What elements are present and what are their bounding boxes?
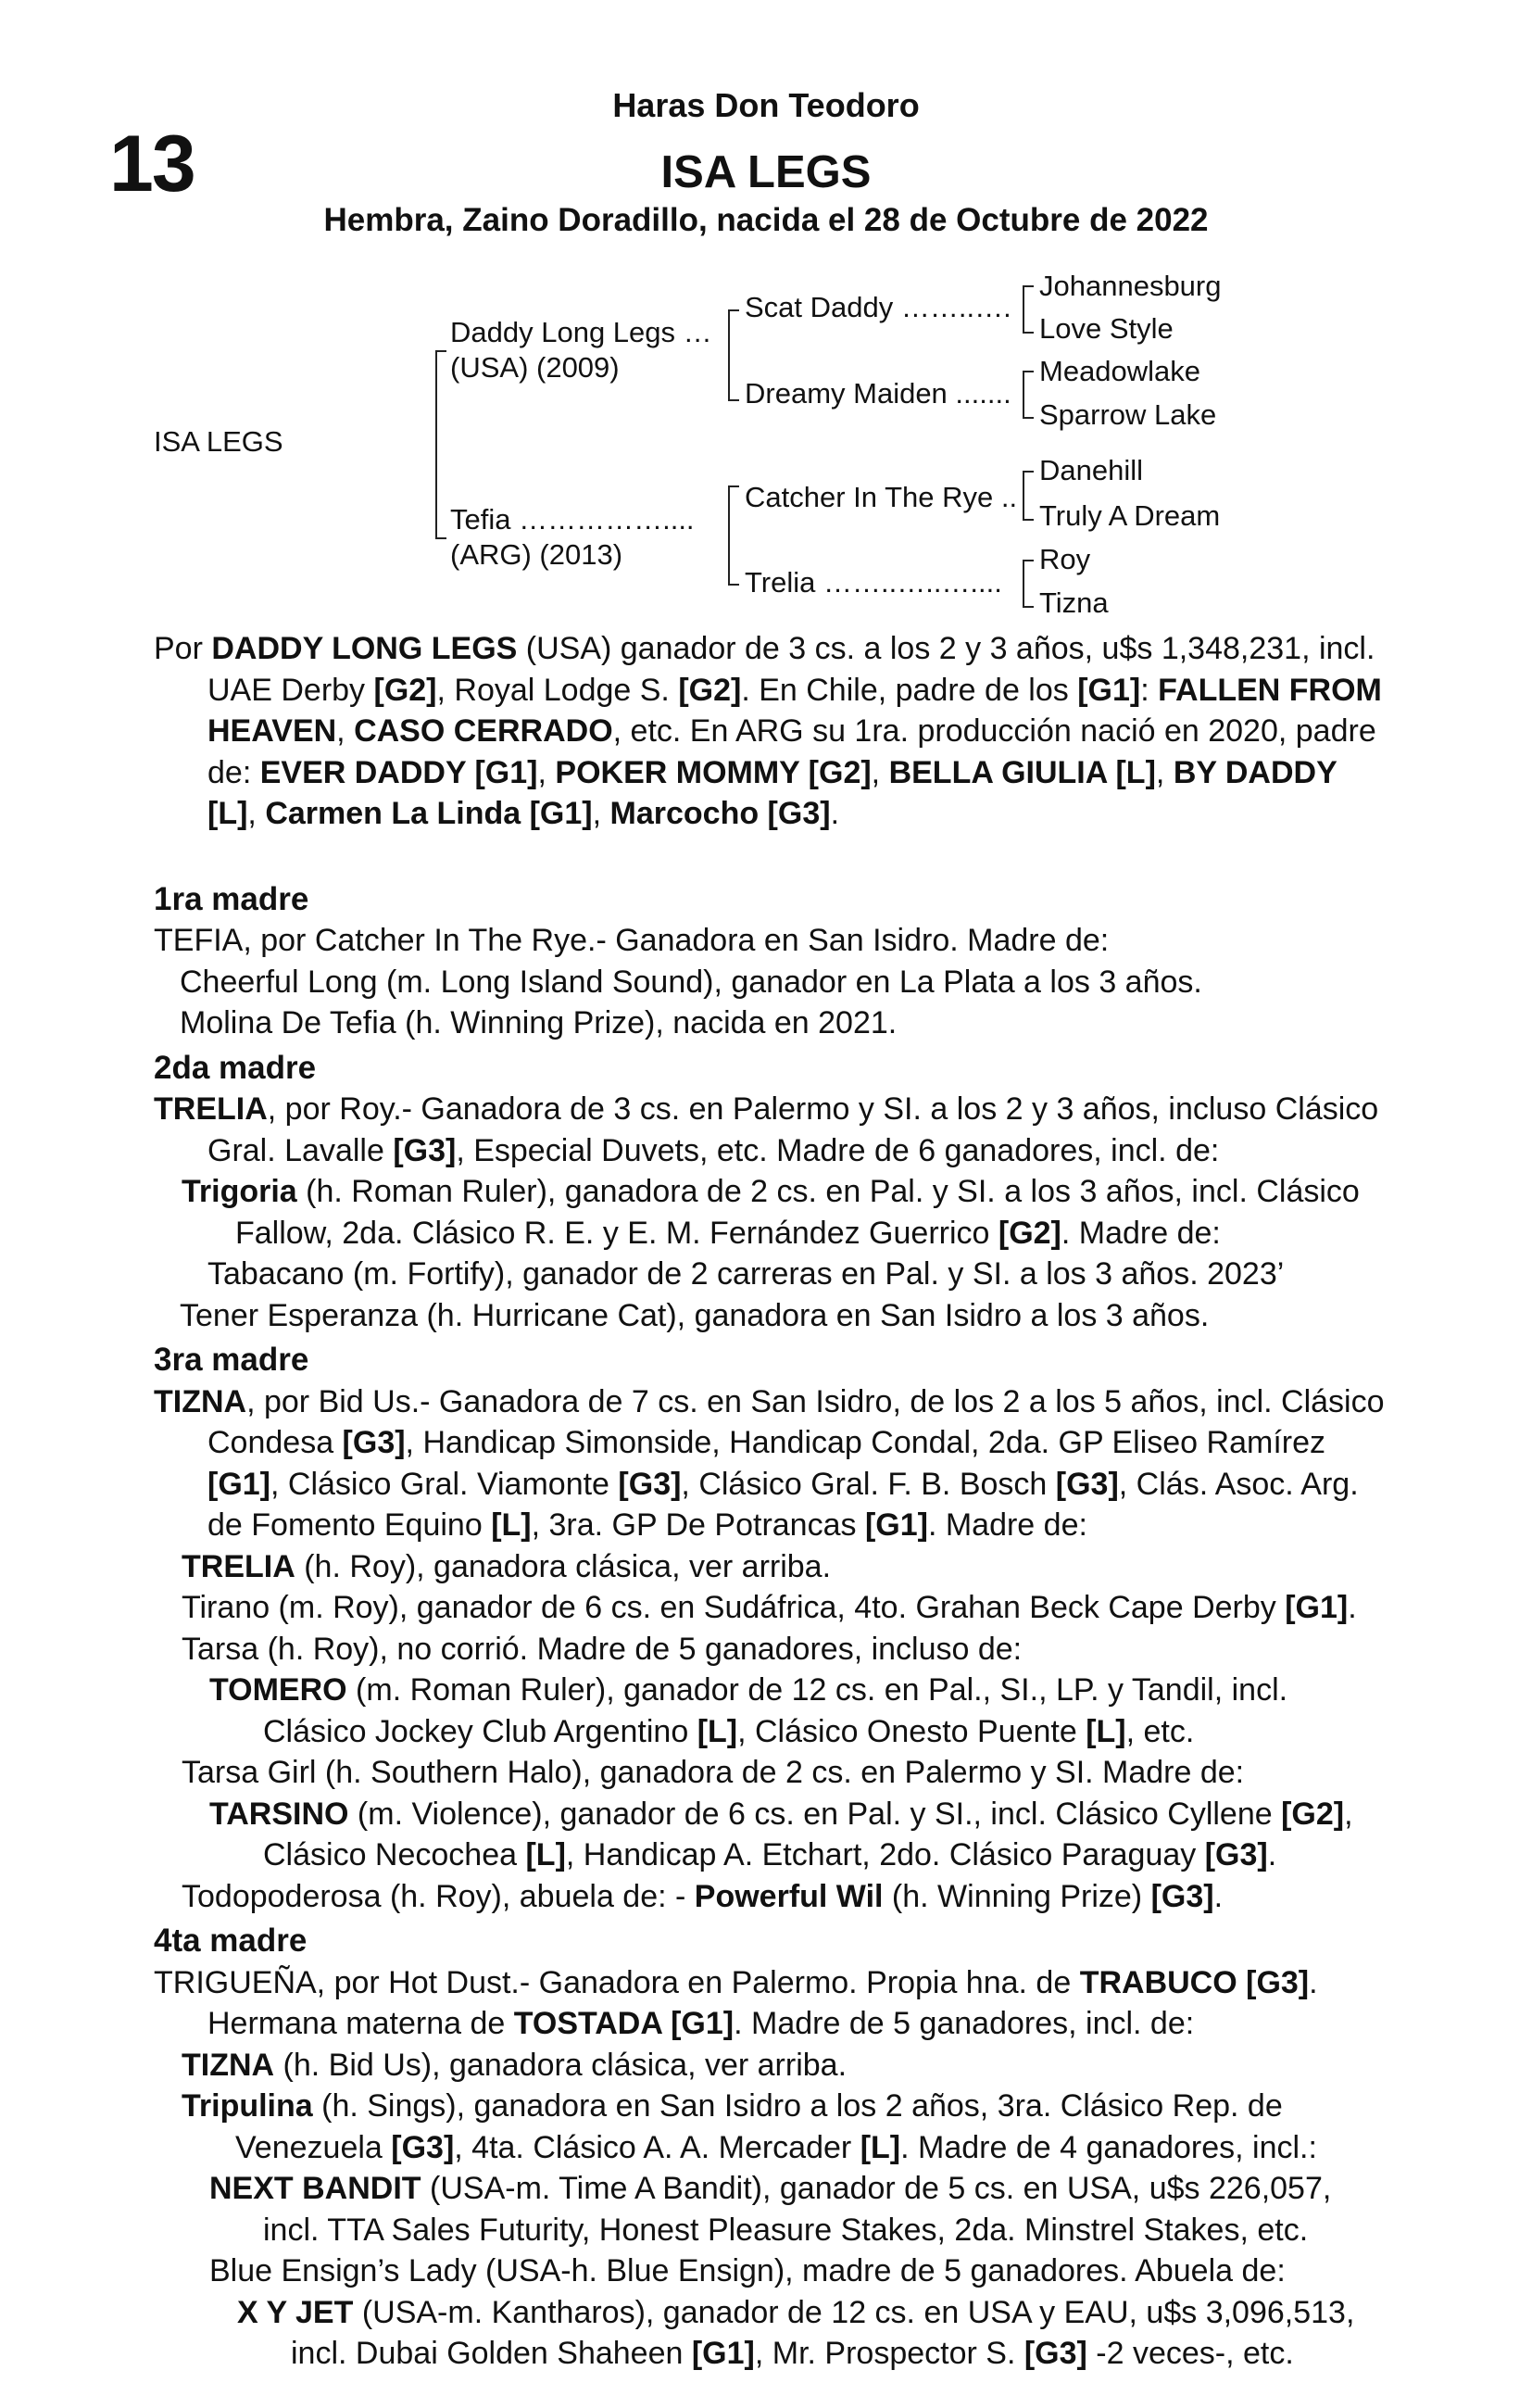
second-dam-offspring-2: Tener Esperanza (h. Hurricane Cat), ganadora en San Isidro a los 3 años. (180, 1297, 1210, 1333)
first-dam-offspring-2: Molina De Tefia (h. Winning Prize), nacida en 2021. (180, 1005, 898, 1040)
breeder-name: Haras Don Teodoro (612, 86, 920, 124)
fourth-dam-great-grand-offspring-1: X Y JET (USA-m. Kantharos), ganador de 12 cs. en USA y EAU, u$s 3,096,513, incl. Dubai Golden Shaheen [G1], Mr. Prospector S. [G3] -2 veces-, etc. (237, 2294, 1355, 2371)
pedigree-sire (450, 315, 712, 385)
third-dam-grand-offspring-2: Tarsa Girl (h. Southern Halo), ganadora de 2 cs. en Palermo y SI. Madre de: (182, 1755, 1245, 1790)
third-dam-great-grand-offspring-1: TARSINO (m. Violence), ganador de 6 cs. en Pal. y SI., incl. Clásico Cyllene [G2], Clásico Necochea [L], Handicap A. Etchart, 2do. Clásico Paraguay [G3]. (209, 1796, 1353, 1872)
third-dam-offspring-4: Todopoderosa (h. Roy), abuela de: - Powerful Wil (h. Winning Prize) [G3]. (182, 1878, 1224, 1914)
fourth-dam-heading: 4ta madre (154, 1923, 308, 1959)
pedigree-g3-5: Danehill (1039, 454, 1144, 486)
horse-name: ISA LEGS (660, 147, 872, 197)
lot-number: 13 (109, 120, 195, 208)
pedigree-g3-6: Truly A Dream (1039, 499, 1221, 532)
third-dam-offspring-3: Tarsa (h. Roy), no corrió. Madre de 5 ganadores, incluso de: (182, 1631, 1023, 1667)
pedigree-bracket-dam (728, 485, 739, 586)
pedigree-bracket-g3b (1023, 371, 1034, 419)
second-dam-grand-offspring-1: Tabacano (m. Fortify), ganador de 2 carreras en Pal. y SI. a los 3 años. 2023’ (207, 1256, 1285, 1292)
third-dam-intro: TIZNA, por Bid Us.- Ganadora de 7 cs. en San Isidro, de los 2 a los 5 años, incl. Clásico Condesa [G3], Handicap Simonside, Handicap Condal, 2da. GP Eliseo Ramírez [G1], Clásico Gral. Viamonte [G3], Clásico Gral. F. B. Bosch [G3], Clás. Asoc. Arg. de Fomento Equino [L], 3ra. GP De Potrancas [G1]. Madre de: (154, 1383, 1385, 1543)
pedigree-sire-dam: Dreamy Maiden ....... (745, 377, 1011, 410)
sire-paragraph: Por DADDY LONG LEGS (USA) ganador de 3 cs. a los 2 y 3 años, u$s 1,348,231, incl. UAE Derby [G2], Royal Lodge S. [G2]. En Chile, padre de los [G1]: FALLEN FROM HEAVEN, CASO CERRADO, etc. En ARG su 1ra. producción nació en 2020, padre de: EVER DADDY [G1], POKER MOMMY [G2], BELLA GIULIA [L], BY DADDY [L], Carmen La Linda [G1], Marcocho [G3]. (154, 631, 1382, 831)
sire-bold-name: DADDY LONG LEGS (211, 631, 518, 666)
pedigree-g3-1: Johannesburg (1039, 270, 1222, 302)
sire-detail: (USA) (2009) (450, 351, 620, 384)
pedigree-dam-sire: Catcher In The Rye .. (745, 481, 1018, 513)
fourth-dam-offspring-1: TIZNA (h. Bid Us), ganadora clásica, ver arriba. (182, 2047, 848, 2083)
pedigree-bracket-sire (728, 309, 739, 401)
pedigree-dam (450, 502, 695, 573)
pedigree-g3-4: Sparrow Lake (1039, 398, 1217, 431)
horse-description: Hembra, Zaino Doradillo, nacida el 28 de Octubre de 2022 (323, 202, 1209, 238)
second-dam-intro: TRELIA, por Roy.- Ganadora de 3 cs. en Palermo y SI. a los 2 y 3 años, incluso Clásico Gral. Lavalle [G3], Especial Duvets, etc. Madre de 6 ganadores, incl. de: (154, 1091, 1379, 1168)
third-dam-offspring-2: Tirano (m. Roy), ganador de 6 cs. en Sudáfrica, 4to. Grahan Beck Cape Derby [G1]. (182, 1590, 1357, 1625)
pedigree-subject: ISA LEGS (154, 425, 283, 458)
first-dam-heading: 1ra madre (154, 880, 309, 917)
pedigree-sire-sire: Scat Daddy ……..…. (745, 291, 1011, 323)
dam-name: Tefia …………….... (450, 503, 695, 536)
third-dam-heading: 3ra madre (154, 1342, 309, 1378)
pedigree-g3-7: Roy (1039, 543, 1091, 575)
first-dam-offspring-1: Cheerful Long (m. Long Island Sound), ganador en La Plata a los 3 años. (180, 964, 1202, 1000)
fourth-dam-intro: TRIGUEÑA, por Hot Dust.- Ganadora en Palermo. Propia hna. de TRABUCO [G3]. Hermana materna de TOSTADA [G1]. Madre de 5 ganadores, incl. de: (154, 1964, 1318, 2041)
pedigree-bracket-g3a (1023, 285, 1034, 334)
fourth-dam-grand-offspring-2: Blue Ensign’s Lady (USA-h. Blue Ensign), madre de 5 ganadores. Abuela de: (209, 2253, 1286, 2288)
pedigree-bracket-g3d (1023, 560, 1034, 608)
pedigree-g3-3: Meadowlake (1039, 355, 1201, 387)
pedigree-bracket-gen1 (435, 350, 446, 539)
first-dam-intro: TEFIA, por Catcher In The Rye.- Ganadora en San Isidro. Madre de: (154, 923, 1110, 958)
pedigree-g3-8: Tizna (1039, 586, 1109, 619)
pedigree-bracket-g3c (1023, 471, 1034, 521)
third-dam-offspring-1: TRELIA (h. Roy), ganadora clásica, ver arriba. (182, 1548, 832, 1584)
fourth-dam-grand-offspring-1: NEXT BANDIT (USA-m. Time A Bandit), ganador de 5 cs. en USA, u$s 226,057, incl. TTA Sales Futurity, Honest Pleasure Stakes, 2da. Minstrel Stakes, etc. (209, 2171, 1332, 2248)
fourth-dam-offspring-2: Tripulina (h. Sings), ganadora en San Isidro a los 2 años, 3ra. Clásico Rep. de Venezuela [G3], 4ta. Clásico A. A. Mercader [L]. Madre de 4 ganadores, incl.: (182, 2088, 1317, 2165)
catalog-body (154, 628, 1386, 2375)
second-dam-heading: 2da madre (154, 1049, 317, 1086)
third-dam-grand-offspring-1: TOMERO (m. Roman Ruler), ganador de 12 cs. en Pal., SI., LP. y Tandil, incl. Clásico Jockey Club Argentino [L], Clásico Onesto Puente [L], etc. (209, 1672, 1288, 1749)
pedigree-g3-2: Love Style (1039, 312, 1174, 345)
sire-name: Daddy Long Legs … (450, 316, 712, 348)
second-dam-offspring-1: Trigoria (h. Roman Ruler), ganadora de 2 cs. en Pal. y SI. a los 3 años, incl. Clásico Fallow, 2da. Clásico R. E. y E. M. Fernández Guerrico [G2]. Madre de: (182, 1174, 1360, 1251)
pedigree-dam-dam: Trelia ……..…..….... (745, 566, 1002, 599)
dam-detail: (ARG) (2013) (450, 538, 623, 571)
